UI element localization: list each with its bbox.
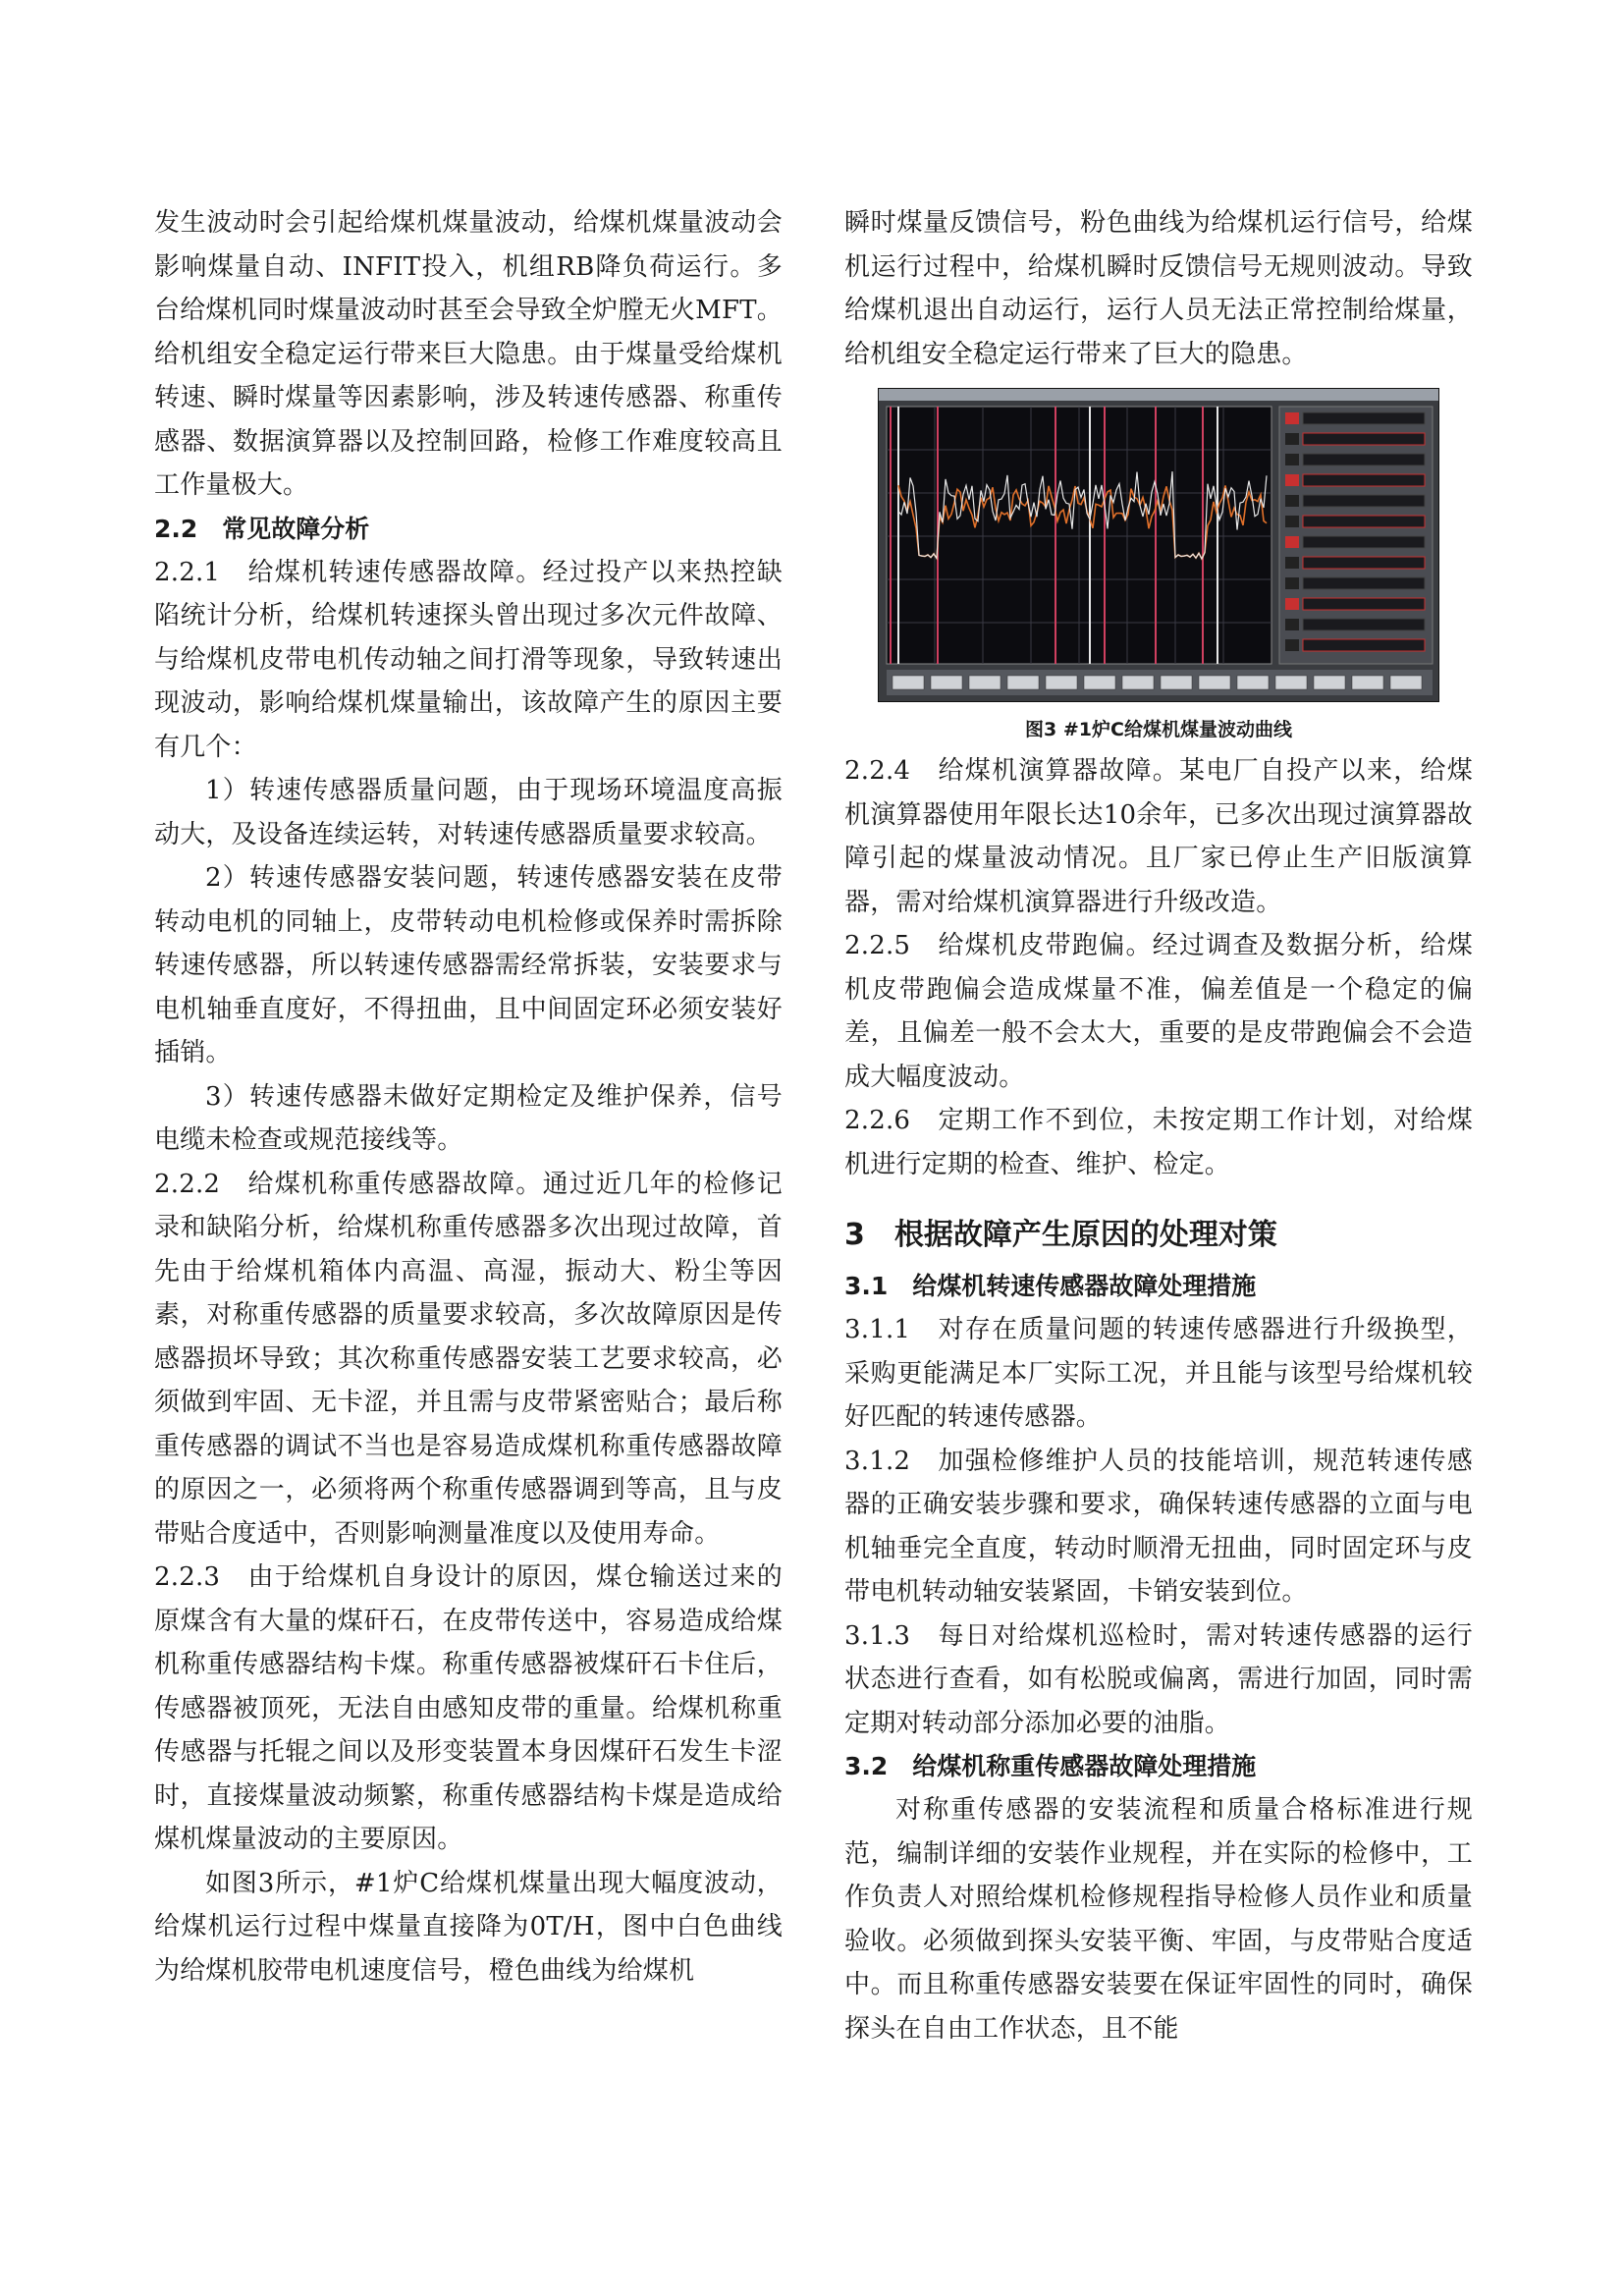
paragraph: 如图3所示，#1炉C给煤机煤量出现大幅度波动，给煤机运行过程中煤量直接降为0T/H，图中白色曲线为给煤机胶带电机速度信号，橙色曲线为给煤机 [154, 1868, 783, 1986]
toolbar-button [1199, 676, 1230, 689]
legend-swatch [1285, 412, 1299, 424]
paragraph: 3.1.3 每日对给煤机巡检时，需对转速传感器的运行状态进行查看，如有松脱或偏离，需进行加固，同时需定期对转动部分添加必要的油脂。 [844, 1620, 1473, 1738]
legend-swatch [1285, 433, 1299, 445]
legend-swatch [1285, 454, 1299, 465]
toolbar-button [1161, 676, 1192, 689]
toolbar-button [1275, 676, 1307, 689]
legend-swatch [1285, 536, 1299, 548]
legend-swatch [1285, 639, 1299, 651]
legend-swatch [1285, 557, 1299, 569]
paragraph: 2.2.2 给煤机称重传感器故障。通过近几年的检修记录和缺陷分析，给煤机称重传感器多次出现过故障，首先由于给煤机箱体内高温、高湿，振动大、粉尘等因素，对称重传感器的质量要求较高，多次故障原因是传感器损坏导致；其次称重传感器安装工艺要求较高，必须做到牢固、无卡涩，并且需与皮带紧密贴合；最后称重传感器的调试不当也是容易造成煤机称重传感器故障的原因之一，必须将两个称重传感器调到等高，且与皮带贴合度适中，否则影响测量准度以及使用寿命。 [154, 1169, 783, 1549]
figure-caption: 图3 #1炉C给煤机煤量波动曲线 [1025, 719, 1292, 740]
legend-field [1303, 639, 1425, 651]
toolbar-button [1352, 676, 1383, 689]
legend-field [1303, 412, 1425, 424]
trend-screenshot-image [879, 389, 1438, 701]
paragraph: 2.2.1 给煤机转速传感器故障。经过投产以来热控缺陷统计分析，给煤机转速探头曾出现过多次元件故障、与给煤机皮带电机传动轴之间打滑等现象，导致转速出现波动，影响给煤机煤量输出，该故障产生的原因主要有几个： [154, 557, 783, 762]
paragraph: 2）转速传感器安装问题，转速传感器安装在皮带转动电机的同轴上，皮带转动电机检修或保养时需拆除转速传感器，所以转速传感器需经常拆装，安装要求与电机轴垂直度好，不得扭曲，且中间固定环必须安装好插销。 [154, 863, 783, 1067]
legend-swatch [1285, 474, 1299, 486]
legend-field [1303, 454, 1425, 465]
toolbar-button [1122, 676, 1154, 689]
legend-field [1303, 474, 1425, 486]
paragraph: 2.2.5 给煤机皮带跑偏。经过调查及数据分析，给煤机皮带跑偏会造成煤量不准，偏差值是一个稳定的偏差，且偏差一般不会太大，重要的是皮带跑偏会不会造成大幅度波动。 [844, 931, 1473, 1092]
window-titlebar [879, 389, 1438, 401]
legend-field [1303, 516, 1425, 527]
figure-trend-screenshot [878, 388, 1439, 702]
subsection-heading: 3.1 给煤机转速传感器故障处理措施 [844, 1272, 1257, 1300]
legend-swatch [1285, 577, 1299, 589]
trend-toolbar [887, 670, 1433, 695]
toolbar-button [893, 676, 924, 689]
legend-field [1303, 536, 1425, 548]
paragraph: 发生波动时会引起给煤机煤量波动，给煤机煤量波动会影响煤量自动、INFIT投入，机组RB降负荷运行。多台给煤机同时煤量波动时甚至会导致全炉膛无火MFT。给机组安全稳定运行带来巨大隐患。由于煤量受给煤机转速、瞬时煤量等因素影响，涉及转速传感器、称重传感器、数据演算器以及控制回路，检修工作难度较高且工作量极大。 [154, 208, 783, 500]
subsection-heading: 3.2 给煤机称重传感器故障处理措施 [844, 1752, 1257, 1780]
paragraph: 2.2.3 由于给煤机自身设计的原因，煤仓输送过来的原煤含有大量的煤矸石，在皮带传送中，容易造成给煤机称重传感器结构卡煤。称重传感器被煤矸石卡住后，传感器被顶死，无法自由感知皮带的重量。给煤机称重传感器与托辊之间以及形变装置本身因煤矸石发生卡涩时，直接煤量波动频繁，称重传感器结构卡煤是造成给煤机煤量波动的主要原因。 [154, 1562, 783, 1854]
legend-field [1303, 619, 1425, 630]
toolbar-button [1007, 676, 1039, 689]
toolbar-button [1046, 676, 1077, 689]
subsection-heading: 2.2 常见故障分析 [154, 514, 370, 543]
section-heading: 3 根据故障产生原因的处理对策 [844, 1218, 1277, 1252]
paragraph: 瞬时煤量反馈信号，粉色曲线为给煤机运行信号，给煤机运行过程中，给煤机瞬时反馈信号无规则波动。导致给煤机退出自动运行，运行人员无法正常控制给煤量，给机组安全稳定运行带来了巨大的隐患。 [844, 208, 1473, 369]
paragraph: 对称重传感器的安装流程和质量合格标准进行规范，编制详细的安装作业规程，并在实际的检修中，工作负责人对照给煤机检修规程指导检修人员作业和质量验收。必须做到探头安装平衡、牢固，与皮带贴合度适中。而且称重传感器安装要在保证牢固性的同时，确保探头在自由工作状态，且不能 [844, 1795, 1473, 2044]
paragraph: 3.1.1 对存在质量问题的转速传感器进行升级换型，采购更能满足本厂实际工况，并且能与该型号给煤机较好匹配的转速传感器。 [844, 1315, 1473, 1432]
paragraph: 2.2.6 定期工作不到位，未按定期工作计划，对给煤机进行定期的检查、维护、检定。 [844, 1106, 1473, 1179]
left-column [154, 201, 783, 1993]
paragraph: 1）转速传感器质量问题，由于现场环境温度高振动大，及设备连续运转，对转速传感器质量要求较高。 [154, 776, 783, 849]
right-column [844, 201, 1473, 2050]
legend-swatch [1285, 495, 1299, 507]
legend-swatch [1285, 619, 1299, 630]
toolbar-button [1237, 676, 1269, 689]
legend-swatch [1285, 598, 1299, 610]
legend-field [1303, 598, 1425, 610]
toolbar-button [1314, 676, 1345, 689]
legend-field [1303, 495, 1425, 507]
paragraph: 3）转速传感器未做好定期检定及维护保养，信号电缆未检查或规范接线等。 [154, 1081, 783, 1155]
toolbar-button [931, 676, 962, 689]
toolbar-button [969, 676, 1001, 689]
toolbar-button [1084, 676, 1115, 689]
legend-field [1303, 433, 1425, 445]
legend-field [1303, 557, 1425, 569]
legend-field [1303, 577, 1425, 589]
toolbar-button [1390, 676, 1422, 689]
legend-swatch [1285, 516, 1299, 527]
paragraph: 3.1.2 加强检修维护人员的技能培训，规范转速传感器的正确安装步骤和要求，确保转速传感器的立面与电机轴垂完全直度，转动时顺滑无扭曲，同时固定环与皮带电机转动轴安装紧固，卡销安装到位。 [844, 1446, 1473, 1607]
paragraph: 2.2.4 给煤机演算器故障。某电厂自投产以来，给煤机演算器使用年限长达10余年，已多次出现过演算器故障引起的煤量波动情况。且厂家已停止生产旧版演算器，需对给煤机演算器进行升级改造。 [844, 756, 1473, 917]
